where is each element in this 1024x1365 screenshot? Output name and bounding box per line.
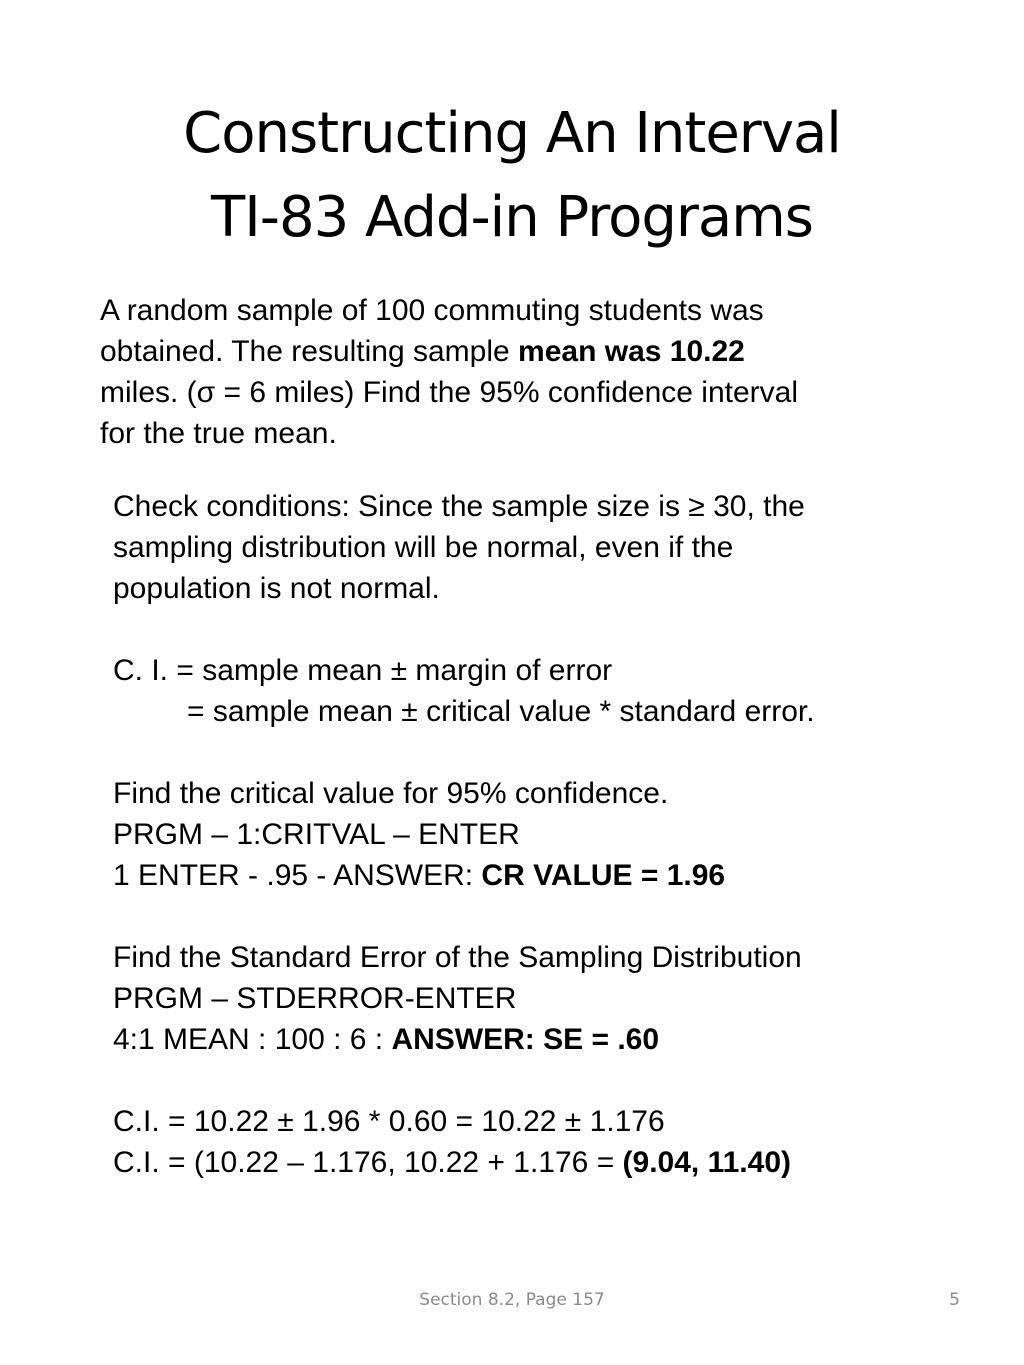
ci-line-2 [113, 1142, 993, 1183]
solution-steps [113, 486, 993, 1183]
ci-line-1: C.I. = 10.22 ± 1.96 * 0.60 = 10.22 ± 1.176 [113, 1105, 665, 1138]
critical-line-3 [113, 855, 993, 896]
problem-mean-value: mean was 10.22 [518, 335, 745, 368]
conditions-line-1: Check conditions: Since the sample size is ≥ 30, the [113, 490, 805, 523]
stderr-line-2: PRGM – STDERROR-ENTER [113, 982, 517, 1015]
critical-answer: CR VALUE = 1.96 [481, 859, 726, 892]
critical-line-2: PRGM – 1:CRITVAL – ENTER [113, 818, 520, 851]
critical-steps: 1 ENTER - .95 - ANSWER: [113, 859, 482, 892]
spacer [113, 1060, 993, 1101]
spacer [113, 732, 993, 773]
problem-statement [100, 290, 960, 454]
stderr-line-3 [113, 1019, 993, 1060]
problem-line-1: A random sample of 100 commuting students was [100, 294, 764, 327]
conditions-line-3: population is not normal. [113, 572, 440, 605]
stderr-answer: ANSWER: SE = .60 [391, 1023, 660, 1056]
title-line-1: Constructing An Interval [183, 101, 841, 166]
formula-line-2: = sample mean ± critical value * standard error. [187, 695, 815, 728]
title-line-2: TI-83 Add-in Programs [211, 185, 813, 250]
problem-line-4: for the true mean. [100, 417, 337, 450]
problem-line-2 [100, 331, 960, 372]
critical-line-1: Find the critical value for 95% confidence. [113, 777, 669, 810]
problem-line-2-text: obtained. The resulting sample [100, 335, 519, 368]
stderr-line-1: Find the Standard Error of the Sampling Distribution [113, 941, 802, 974]
problem-line-3: miles. (σ = 6 miles) Find the 95% confidence interval [100, 376, 798, 409]
formula-line-1: C. I. = sample mean ± margin of error [113, 654, 613, 687]
slide-title [0, 92, 1024, 260]
ci-answer: (9.04, 11.40) [622, 1146, 792, 1179]
spacer [113, 609, 993, 650]
ci-calculation: C.I. = (10.22 – 1.176, 10.22 + 1.176 = [113, 1146, 623, 1179]
footer-reference: Section 8.2, Page 157 [419, 1290, 605, 1310]
spacer [113, 896, 993, 937]
conditions-line-2: sampling distribution will be normal, even if the [113, 531, 734, 564]
stderr-steps: 4:1 MEAN : 100 : 6 : [113, 1023, 392, 1056]
page-number: 5 [949, 1290, 960, 1310]
